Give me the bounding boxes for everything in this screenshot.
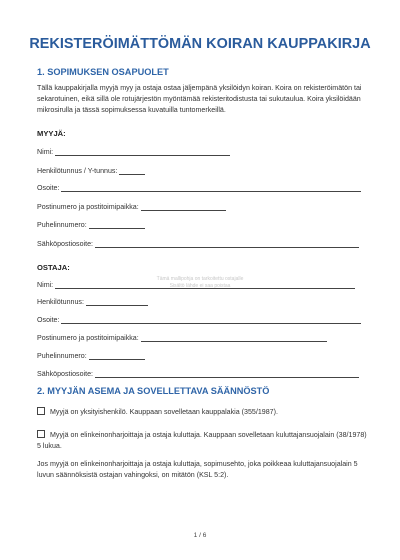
checkbox-private-seller[interactable] [37,407,45,415]
page-number: 1 / 6 [193,532,207,539]
buyer-postal-field[interactable] [37,333,327,343]
buyer-phone-line[interactable] [89,351,145,360]
seller-name-line[interactable] [55,147,230,156]
option-private-seller[interactable] [37,407,367,418]
seller-name-field[interactable] [37,147,230,157]
buyer-postal-label: Postinumero ja postitoimipaikka: [37,334,139,342]
seller-address-label: Osoite: [37,184,60,192]
seller-id-field[interactable] [37,166,145,176]
seller-id-line[interactable] [119,166,145,175]
option-business-seller[interactable] [37,430,367,452]
buyer-id-field[interactable] [37,297,148,307]
section-heading-seller-status: 2. MYYJÄN ASEMA JA SOVELLETTAVA SÄÄNNÖSTÖ [37,386,270,396]
seller-postal-line[interactable] [141,202,226,211]
seller-postal-label: Postinumero ja postitoimipaikka: [37,203,139,211]
consumer-protection-note: Jos myyjä on elinkeinonharjoittaja ja ostaja kuluttaja, sopimusehto, joka poikkeaa kuluttajansuojalain 5 luvun säännöksistä ostajan vahingoksi, on mitätön (KSL 5:2). [37,460,358,480]
checkbox-business-seller[interactable] [37,430,45,438]
buyer-name-field[interactable] [37,280,355,290]
seller-phone-label: Puhelinnumero: [37,221,87,229]
buyer-address-line[interactable] [61,315,361,324]
buyer-email-line[interactable] [95,369,359,378]
watermark-line-1: Tämä mallipohja on tarkoitettu ostajalle [156,276,244,282]
buyer-phone-label: Puhelinnumero: [37,352,87,360]
buyer-id-label: Henkilötunnus: [37,298,84,306]
option-business-seller-label: Myyjä on elinkeinonharjoittaja ja ostaja kuluttaja. Kauppaan sovelletaan kuluttajansuojalain (38/1978) 5 lukua. [37,431,367,451]
buyer-name-line[interactable] [55,280,355,289]
buyer-postal-line[interactable] [141,333,327,342]
seller-email-line[interactable] [95,239,359,248]
seller-email-field[interactable] [37,239,359,249]
section-heading-parties: 1. SOPIMUKSEN OSAPUOLET [37,67,169,77]
watermark-line-2: Sisältö lähde ei saa poistaa [169,283,231,289]
buyer-address-field[interactable] [37,315,361,325]
seller-address-field[interactable] [37,183,361,193]
seller-id-label: Henkilötunnus / Y-tunnus: [37,167,118,175]
document-title: REKISTERÖIMÄTTÖMÄN KOIRAN KAUPPAKIRJA [29,36,371,52]
buyer-heading: OSTAJA: [37,263,70,272]
buyer-email-label: Sähköpostiosoite: [37,370,93,378]
buyer-name-label: Nimi: [37,281,54,289]
seller-heading: MYYJÄ: [37,129,66,138]
buyer-phone-field[interactable] [37,351,145,361]
seller-name-label: Nimi: [37,148,54,156]
parties-paragraph: Tällä kauppakirjalla myyjä myy ja ostaja ostaa jäljempänä yksilöidyn koiran. Koira on rekisteröimätön tai sekarotuinen, eikä sillä ole rotujärjestön myöntämää rekisteritodistusta tai sukutaulua. Koira yksilöidään mikrosirulla ja tässä sopimuksessa kuvatuilla tuntomerkeillä. [37,84,362,115]
option-private-seller-label: Myyjä on yksityishenkilö. Kauppaan sovelletaan kauppalakia (355/1987). [50,408,278,416]
buyer-email-field[interactable] [37,369,359,379]
seller-phone-field[interactable] [37,220,145,230]
seller-email-label: Sähköpostiosoite: [37,240,93,248]
seller-phone-line[interactable] [89,220,145,229]
seller-postal-field[interactable] [37,202,226,212]
buyer-address-label: Osoite: [37,316,60,324]
buyer-id-line[interactable] [86,297,148,306]
seller-address-line[interactable] [61,183,361,192]
